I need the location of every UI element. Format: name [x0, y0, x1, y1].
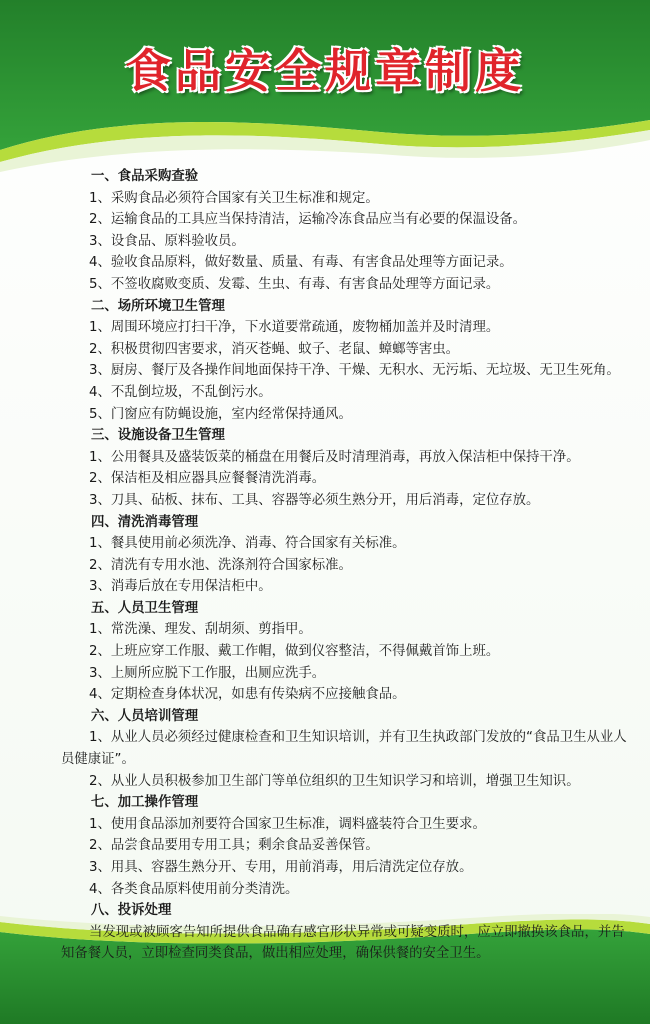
section-item: 5、门窗应有防蝇设施，室内经常保持通风。	[89, 406, 352, 422]
section-item: 2、从业人员积极参加卫生部门等单位组织的卫生知识学习和培训，增强卫生知识。	[89, 773, 580, 789]
section-item: 1、从业人员必须经过健康检查和卫生知识培训，并有卫生执政部门发放的“食品卫生从业人员健康证”。	[61, 730, 627, 768]
section-item: 5、不签收腐败变质、发霉、生虫、有毒、有害食品处理等方面记录。	[89, 276, 500, 292]
section-item: 3、厨房、餐厅及各操作间地面保持干净、干燥、无积水、无污垢、无垃圾、无卫生死角。	[89, 363, 620, 379]
section-heading: 五、人员卫生管理	[91, 600, 199, 616]
section-item: 2、上班应穿工作服、戴工作帽，做到仪容整洁，不得佩戴首饰上班。	[89, 644, 500, 660]
section-item: 1、餐具使用前必须洗净、消毒、符合国家有关标准。	[89, 536, 406, 552]
section-item: 1、采购食品必须符合国家有关卫生标准和规定。	[89, 190, 379, 206]
section-item: 3、用具、容器生熟分开、专用，用前消毒，用后清洗定位存放。	[89, 860, 473, 875]
section-personnel-training	[61, 706, 631, 792]
section-item: 1、公用餐具及盛装饭菜的桶盘在用餐后及时清理消毒，再放入保洁柜中保持干净。	[89, 449, 580, 465]
section-procurement	[61, 166, 631, 296]
section-item: 4、不乱倒垃圾，不乱倒污水。	[89, 384, 272, 400]
section-item: 2、运输食品的工具应当保持清洁，运输冷冻食品应当有必要的保温设备。	[89, 212, 527, 228]
section-item: 1、常洗澡、理发、刮胡须、剪指甲。	[89, 622, 312, 638]
regulations-body	[61, 166, 631, 965]
section-item: 3、上厕所应脱下工作服，出厕应洗手。	[89, 665, 326, 681]
section-item: 2、积极贯彻四害要求，消灭苍蝇、蚊子、老鼠、蟑螂等害虫。	[89, 341, 460, 357]
section-heading: 一、食品采购查验	[91, 169, 199, 184]
section-heading: 七、加工操作管理	[91, 795, 199, 811]
section-item: 3、刀具、砧板、抹布、工具、容器等必须生熟分开，用后消毒，定位存放。	[89, 492, 540, 508]
section-item: 3、设食品、原料验收员。	[89, 233, 245, 249]
section-heading: 三、设施设备卫生管理	[91, 428, 225, 444]
section-complaint-handling	[61, 900, 631, 965]
section-item: 1、使用食品添加剂要符合国家卫生标准，调料盛装符合卫生要求。	[89, 816, 486, 832]
section-item: 4、定期检查身体状况，如患有传染病不应接触食品。	[89, 687, 406, 703]
section-cleaning-disinfection	[61, 512, 631, 598]
section-environment-hygiene	[61, 296, 631, 426]
section-item: 2、保洁柜及相应器具应餐餐清洗消毒。	[89, 471, 326, 487]
section-heading: 八、投诉处理	[91, 903, 172, 919]
section-item: 2、清洗有专用水池、洗涤剂符合国家标准。	[89, 557, 352, 573]
section-item: 4、验收食品原料，做好数量、质量、有毒、有害食品处理等方面记录。	[89, 255, 513, 271]
section-personnel-hygiene	[61, 598, 631, 706]
section-heading: 六、人员培训管理	[91, 708, 199, 724]
section-processing-operations	[61, 792, 631, 900]
section-heading: 四、清洗消毒管理	[91, 514, 199, 530]
section-item: 3、消毒后放在专用保洁柜中。	[89, 579, 272, 595]
section-item: 2、品尝食品要用专用工具；剩余食品妥善保管。	[89, 838, 379, 854]
section-item: 当发现或被顾客告知所提供食品确有感官形状异常或可疑变质时，应立即撤换该食品，并告知备餐人员，立即检查同类食品，做出相应处理，确保供餐的安全卫生。	[61, 924, 625, 962]
page-title: 食品安全规章制度	[125, 44, 525, 98]
section-equipment-hygiene	[61, 425, 631, 511]
section-heading: 二、场所环境卫生管理	[91, 298, 225, 314]
section-item: 4、各类食品原料使用前分类清洗。	[89, 881, 299, 897]
section-item: 1、周围环境应打扫干净，下水道要常疏通，废物桶加盖并及时清理。	[89, 320, 500, 336]
